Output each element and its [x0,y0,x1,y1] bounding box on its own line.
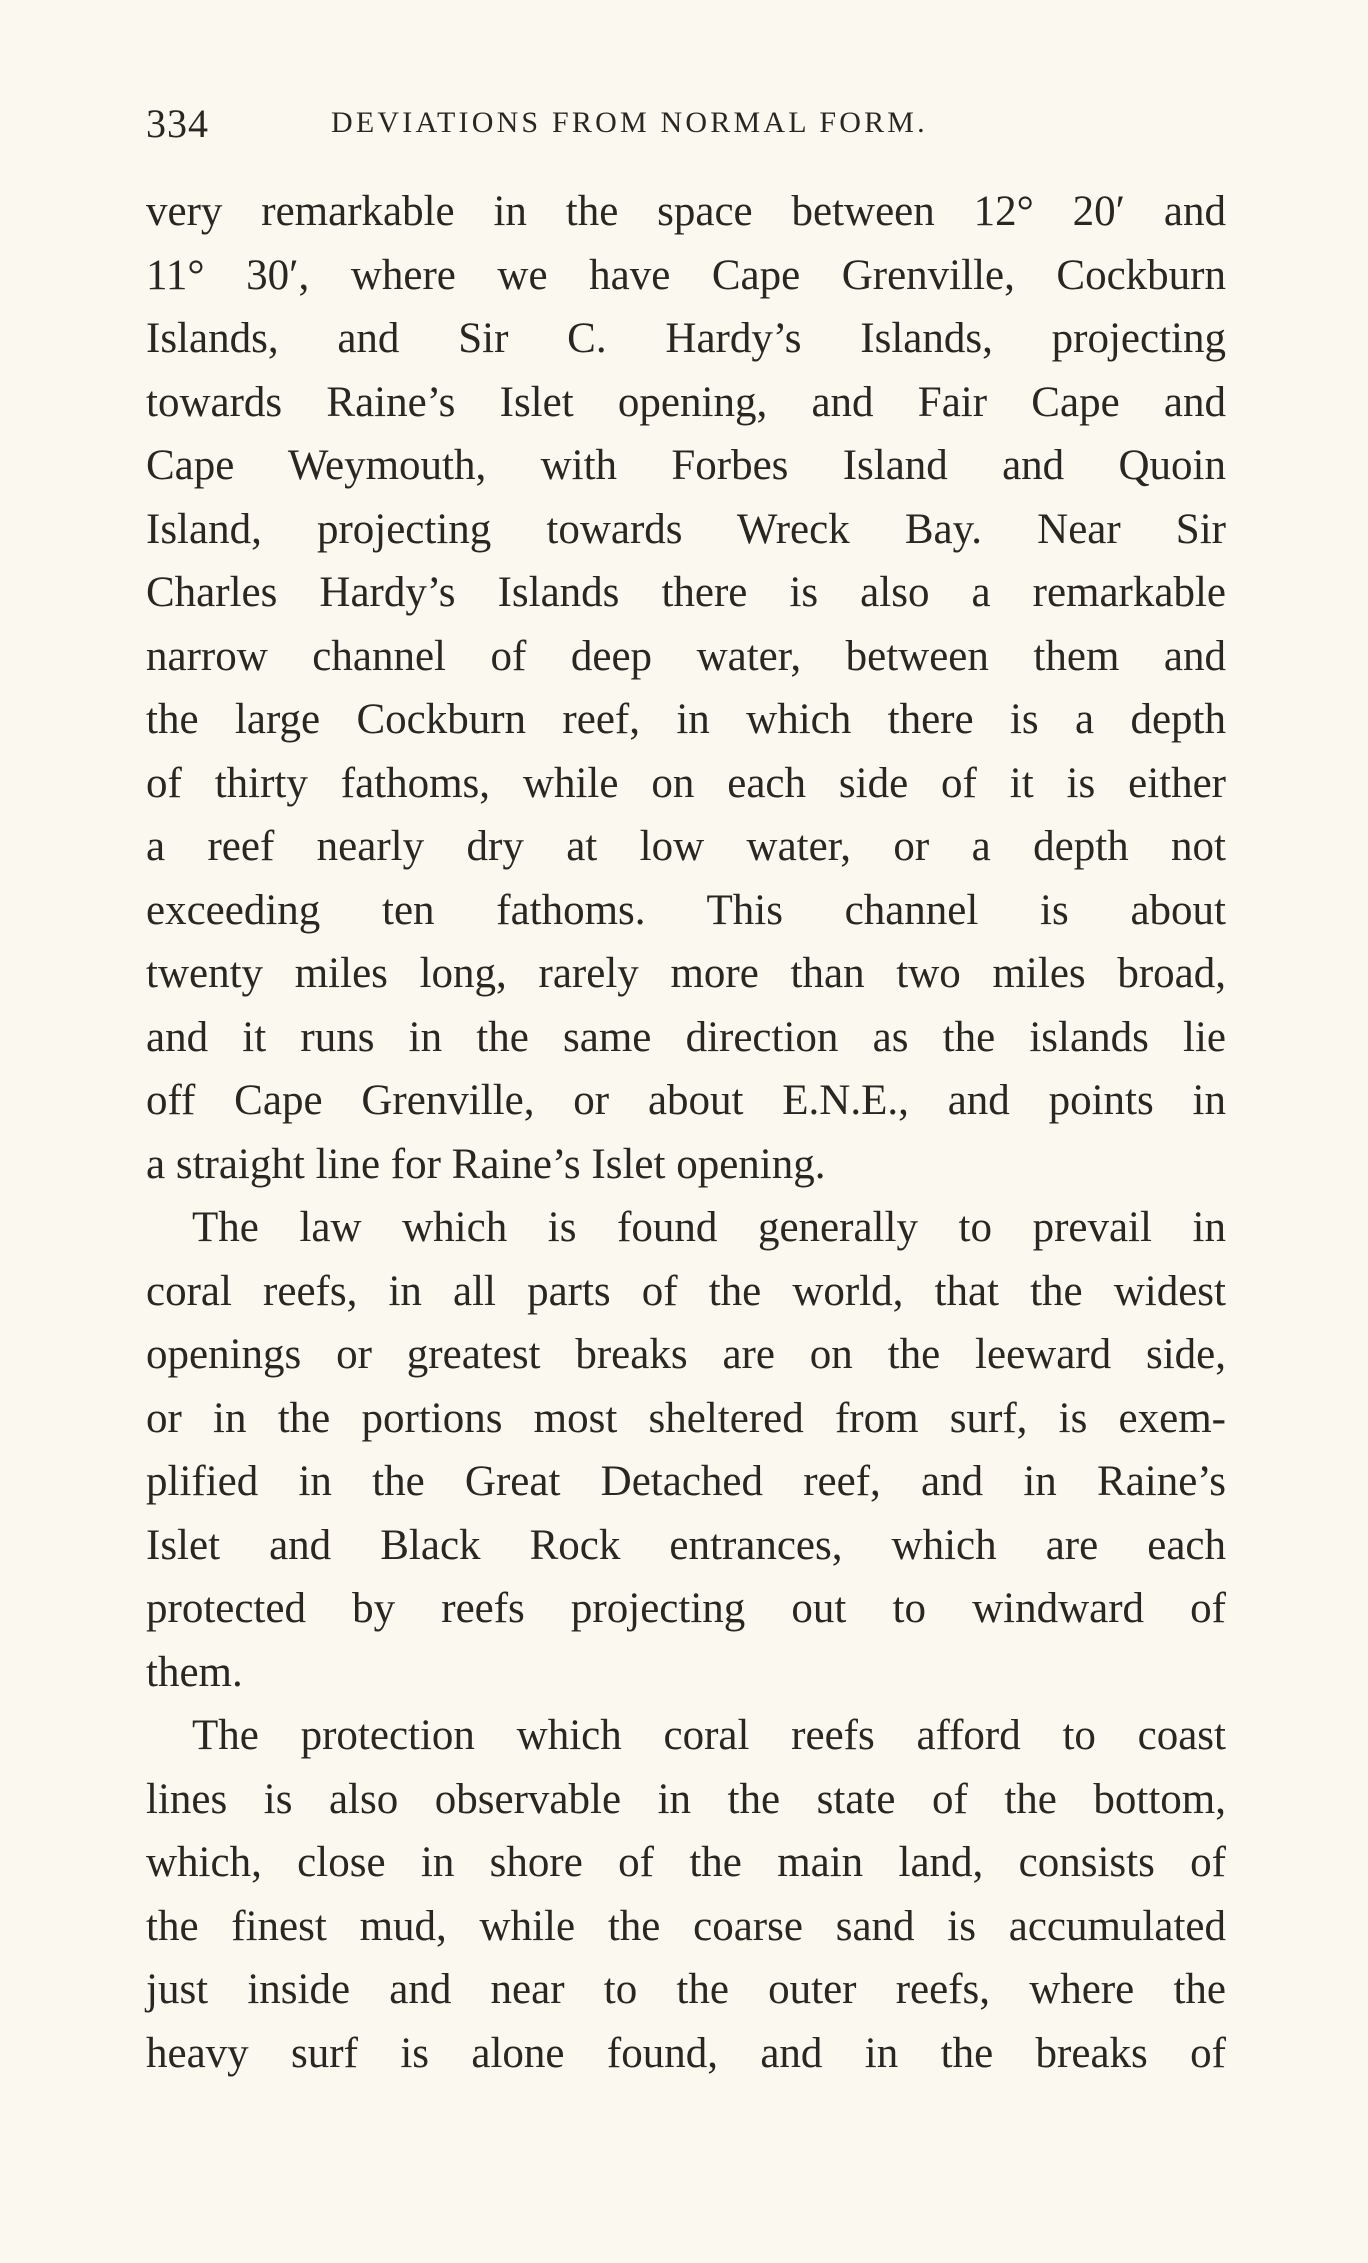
running-title: DEVIATIONS FROM NORMAL FORM. [331,106,928,139]
text-line: Cape Weymouth, with Forbes Island and Quoin [146,442,1226,489]
text-line: Islands, and Sir C. Hardy’s Islands, projecting [146,315,1226,362]
text-line: and it runs in the same direction as the islands lie [146,1013,1226,1061]
text-line: openings or greatest breaks are on the leeward side, [146,1331,1226,1378]
text-line: heavy surf is alone found, and in the breaks of [146,2029,1226,2077]
text-line: lines is also observable in the state of the bottom, [146,1775,1226,1823]
text-line: protected by reefs projecting out to windward of [146,1585,1226,1632]
page-number: 334 [146,101,209,146]
text-line: very remarkable in the space between 12° 20′ and [146,188,1226,235]
text-line: The protection which coral reefs afford to coast [192,1712,1226,1759]
text-line: a reef nearly dry at low water, or a depth not [146,823,1226,870]
running-head [146,100,1226,160]
text-line: 11° 30′, where we have Cape Grenville, Cockburn [146,251,1226,299]
text-line: The law which is found generally to prevail in [192,1204,1226,1251]
text-line: Island, projecting towards Wreck Bay. Near Sir [146,505,1226,553]
text-line: them. [146,1648,243,1696]
text-line: a straight line for Raine’s Islet opening. [146,1140,826,1188]
text-line: plified in the Great Detached reef, and in Raine’s [146,1458,1226,1505]
text-line: of thirty fathoms, while on each side of it is either [146,759,1226,807]
text-line: narrow channel of deep water, between them and [146,632,1226,680]
text-line: just inside and near to the outer reefs, where the [146,1966,1226,2013]
text-line: coral reefs, in all parts of the world, that the widest [146,1267,1226,1315]
text-line: the large Cockburn reef, in which there is a depth [146,696,1226,743]
text-line: off Cape Grenville, or about E.N.E., and points in [146,1077,1226,1124]
body-text [146,180,1226,2085]
text-line: towards Raine’s Islet opening, and Fair Cape and [146,378,1226,426]
text-line: twenty miles long, rarely more than two miles broad, [146,950,1226,997]
text-line: Islet and Black Rock entrances, which are each [146,1521,1226,1569]
text-line: which, close in shore of the main land, consists of [146,1839,1226,1886]
text-line: the finest mud, while the coarse sand is accumulated [146,1902,1226,1950]
text-line: exceeding ten fathoms. This channel is about [146,886,1226,934]
text-line: or in the portions most sheltered from surf, is exem- [146,1394,1226,1442]
text-line: Charles Hardy’s Islands there is also a remarkable [146,569,1226,616]
